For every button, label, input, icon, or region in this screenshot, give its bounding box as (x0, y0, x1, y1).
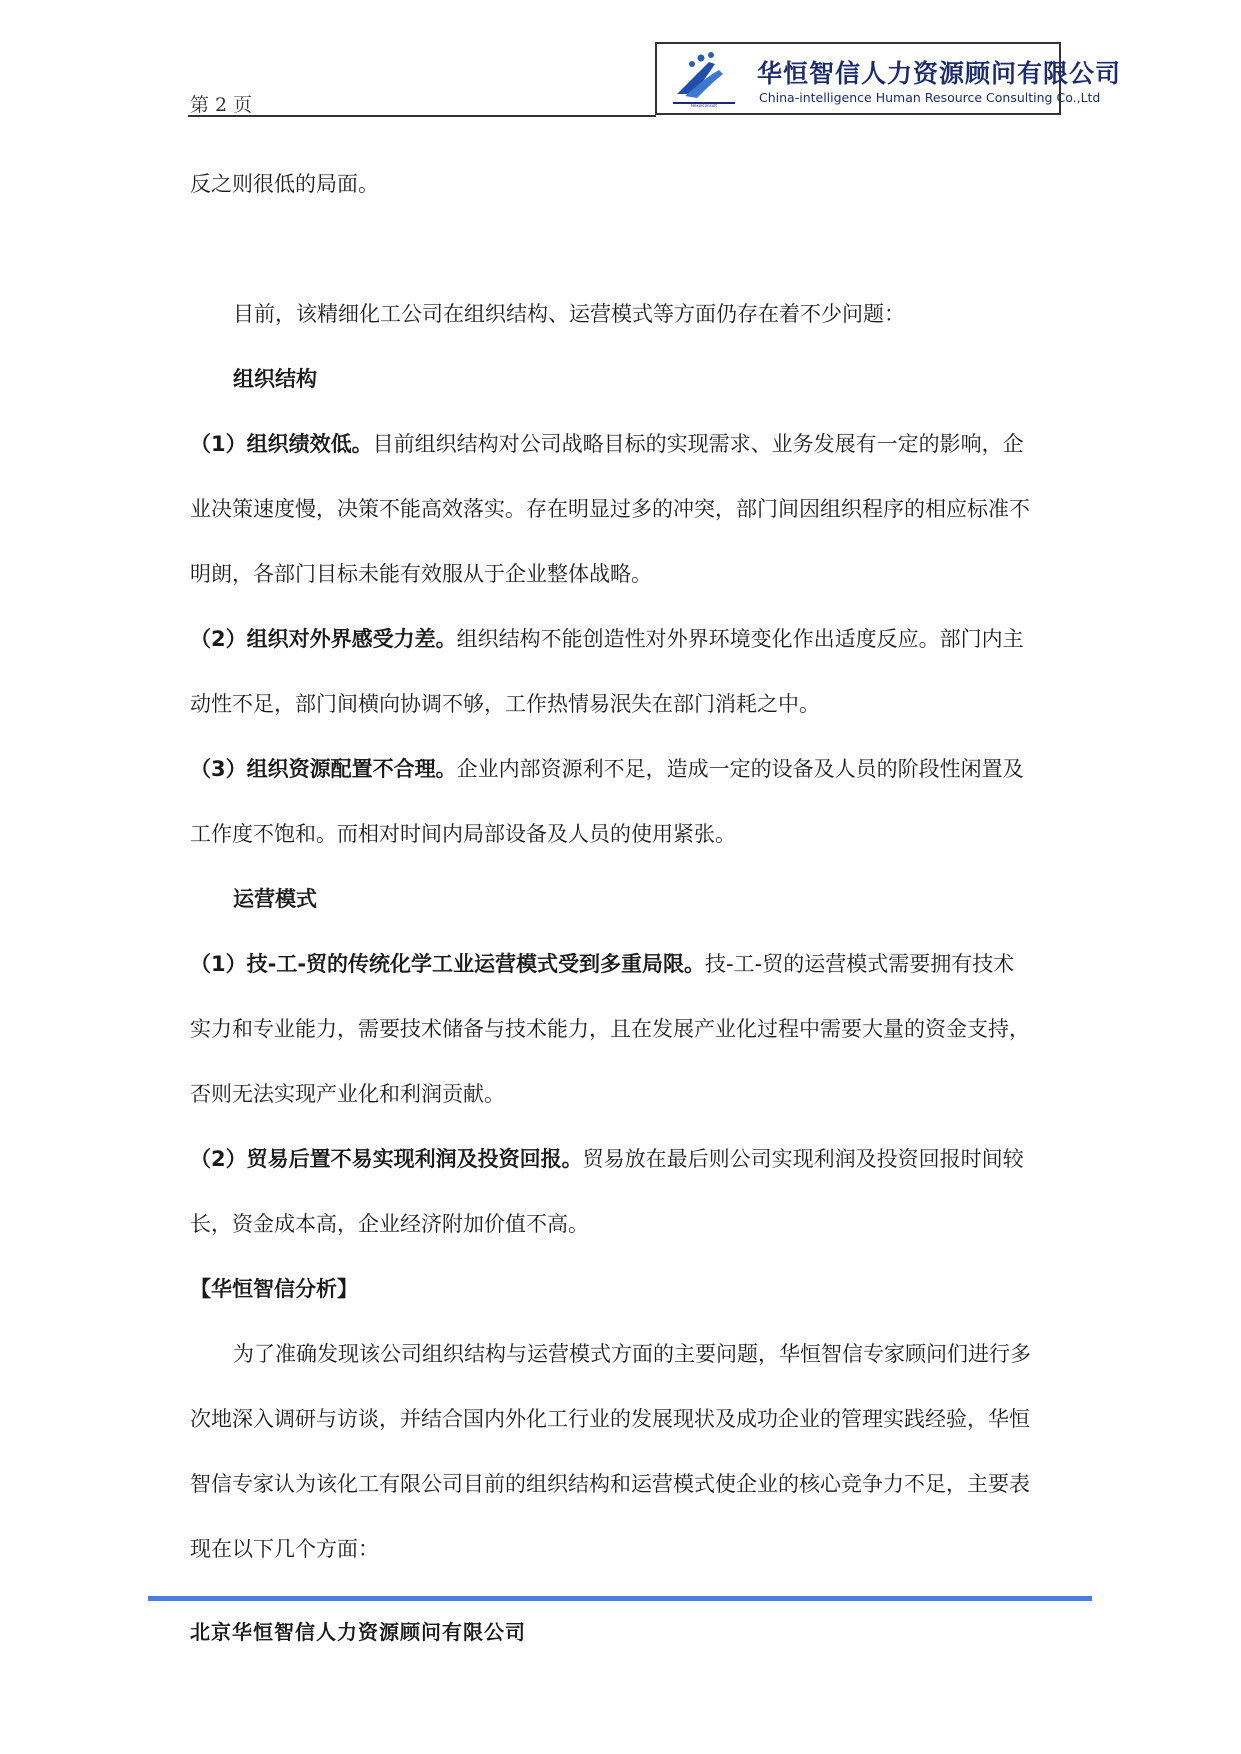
org-item-1-text: 目前组织结构对公司战略目标的实现需求、业务发展有一定的影响，企 (372, 432, 1024, 456)
org-item-3-title: （3）组织资源配置不合理。 (190, 757, 457, 781)
org-item-2-text: 组织结构不能创造性对外界环境变化作出适度反应。部门内主 (456, 627, 1024, 651)
ops-item-1-line-2: 实力和专业能力，需要技术储备与技术能力，且在发展产业化过程中需要大量的资金支持， (190, 1017, 1030, 1041)
footer-company: 北京华恒智信人力资源顾问有限公司 (190, 1620, 526, 1644)
org-item-1-line-2: 业决策速度慢，决策不能高效落实。存在明显过多的冲突，部门间因组织程序的相应标准不 (190, 497, 1030, 521)
logo-english-name: China-intelligence Human Resource Consulting Co.,Ltd (759, 90, 1101, 105)
section-heading-ops: 运营模式 (233, 887, 317, 911)
intro-paragraph: 目前，该精细化工公司在组织结构、运营模式等方面仍存在着不少问题： (233, 302, 905, 326)
org-item-2 (190, 625, 1024, 653)
analysis-line-4: 现在以下几个方面： (190, 1537, 379, 1561)
analysis-line-1: 为了准确发现该公司组织结构与运营模式方面的主要问题，华恒智信专家顾问们进行多 (233, 1342, 1031, 1366)
analysis-line-2: 次地深入调研与访谈，并结合国内外化工行业的发展现状及成功企业的管理实践经验，华恒 (190, 1407, 1030, 1431)
ops-item-2-title: （2）贸易后置不易实现利润及投资回报。 (190, 1147, 583, 1171)
org-item-1-line-3: 明朗，各部门目标未能有效服从于企业整体战略。 (190, 562, 652, 586)
analysis-line-3: 智信专家认为该化工有限公司目前的组织结构和运营模式使企业的核心竞争力不足，主要表 (190, 1472, 1030, 1496)
paragraph-line: 反之则很低的局面。 (190, 172, 379, 196)
ops-item-2 (190, 1145, 1024, 1173)
logo-figures-icon (671, 50, 737, 108)
org-item-1-title: （1）组织绩效低。 (190, 432, 373, 456)
org-item-3-line-2: 工作度不饱和。而相对时间内局部设备及人员的使用紧张。 (190, 822, 736, 846)
org-item-3 (190, 755, 1024, 783)
ops-item-2-line-2: 长，资金成本高，企业经济附加价值不高。 (190, 1212, 589, 1236)
org-item-1 (190, 430, 1024, 458)
org-item-3-text: 企业内部资源利不足，造成一定的设备及人员的阶段性闲置及 (456, 757, 1024, 781)
ops-item-1-text: 技-工-贸的运营模式需要拥有技术 (705, 952, 1015, 976)
org-item-2-title: （2）组织对外界感受力差。 (190, 627, 457, 651)
ops-item-1 (190, 950, 1014, 978)
company-logo (655, 42, 1122, 115)
ops-item-2-text: 贸易放在最后则公司实现利润及投资回报时间较 (582, 1147, 1024, 1171)
header-rule (188, 115, 656, 117)
ops-item-1-title: （1）技-工-贸的传统化学工业运营模式受到多重局限。 (190, 952, 706, 976)
section-heading-org: 组织结构 (233, 367, 317, 391)
logo-chinese-name: 华恒智信人力资源顾问有限公司 (757, 59, 1122, 88)
logo-tag: Hexinconsult (691, 103, 717, 108)
ops-item-1-line-3: 否则无法实现产业化和利润贡献。 (190, 1082, 505, 1106)
analysis-heading: 【华恒智信分析】 (190, 1277, 358, 1301)
footer-rule (148, 1596, 1092, 1601)
page-number: 第 2 页 (190, 94, 253, 116)
org-item-2-line-2: 动性不足，部门间横向协调不够，工作热情易泯失在部门消耗之中。 (190, 692, 820, 716)
